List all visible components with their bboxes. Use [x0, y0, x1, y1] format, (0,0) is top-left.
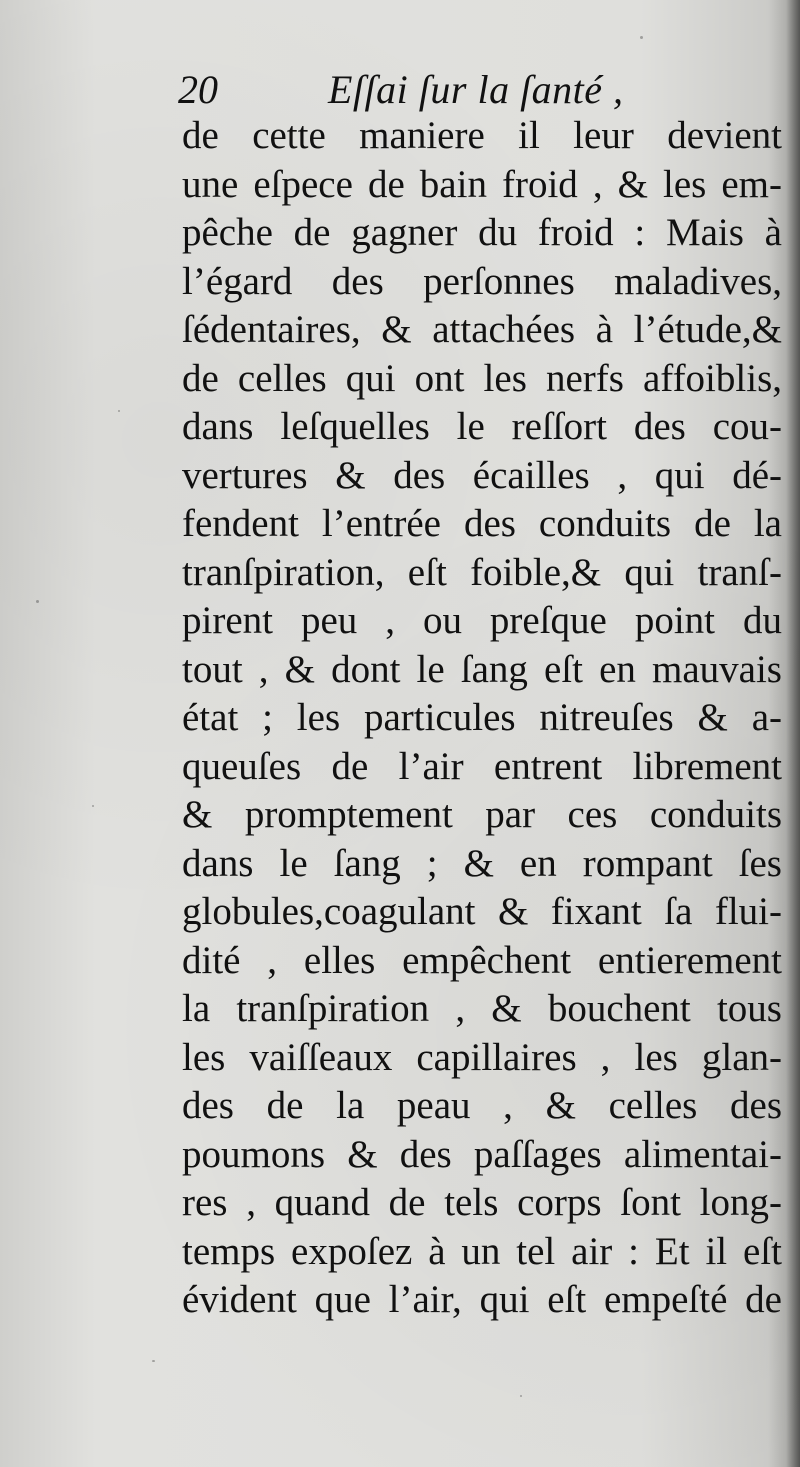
text-line-3: pêche de gagner du froid : Mais à — [182, 211, 782, 254]
text-line-10: tranſpiration, eſt foible,& qui tranſ- — [182, 550, 782, 594]
body-text — [182, 112, 782, 1325]
text-line-5: ſédentaires, & attachées à l’étude,& — [182, 308, 782, 351]
text-line-8: vertures & des écailles , qui dé- — [182, 453, 782, 497]
text-line-7: dans leſquelles le reſſort des cou- — [182, 405, 782, 448]
text-line-17: globules,coagulant & fixant ſa flui- — [182, 890, 782, 933]
text-line-12: tout , & dont le ſang eſt en mauvais — [182, 647, 782, 691]
page-edge-shadow — [786, 0, 800, 1467]
text-line-25: évident que l’air, qui eſt empeſté de — [182, 1278, 782, 1321]
text-line-6: de celles qui ont les nerfs affoiblis, — [182, 356, 782, 400]
text-line-4: l’égard des perſonnes maladives, — [182, 259, 782, 303]
text-line-23: res , quand de tels corps ſont long- — [182, 1181, 782, 1224]
running-title: Eſſai ſur la ſanté , — [328, 67, 624, 112]
text-line-15: & promptement par ces conduits — [182, 793, 782, 836]
page-header — [178, 62, 648, 118]
page-number: 20 — [178, 67, 218, 112]
text-line-2: une eſpece de bain froid , & les em- — [182, 162, 782, 206]
text-line-22: poumons & des paſſages alimentai- — [182, 1132, 782, 1176]
text-line-20: les vaiſſeaux capillaires , les glan- — [182, 1035, 782, 1079]
text-line-16: dans le ſang ; & en rompant ſes — [182, 841, 782, 885]
text-line-1: de cette maniere il leur devient — [182, 114, 782, 157]
text-line-18: dité , elles empêchent entierement — [182, 938, 782, 982]
text-line-21: des de la peau , & celles des — [182, 1084, 782, 1127]
text-line-19: la tranſpiration , & bouchent tous — [182, 987, 782, 1030]
text-line-14: queuſes de l’air entrent librement — [182, 744, 782, 788]
text-line-11: pirent peu , ou preſque point du — [182, 599, 782, 642]
text-line-9: fendent l’entrée des conduits de la — [182, 502, 782, 545]
text-line-24: temps expoſez à un tel air : Et il eſt — [182, 1229, 782, 1273]
text-line-13: état ; les particules nitreuſes & a- — [182, 696, 782, 739]
